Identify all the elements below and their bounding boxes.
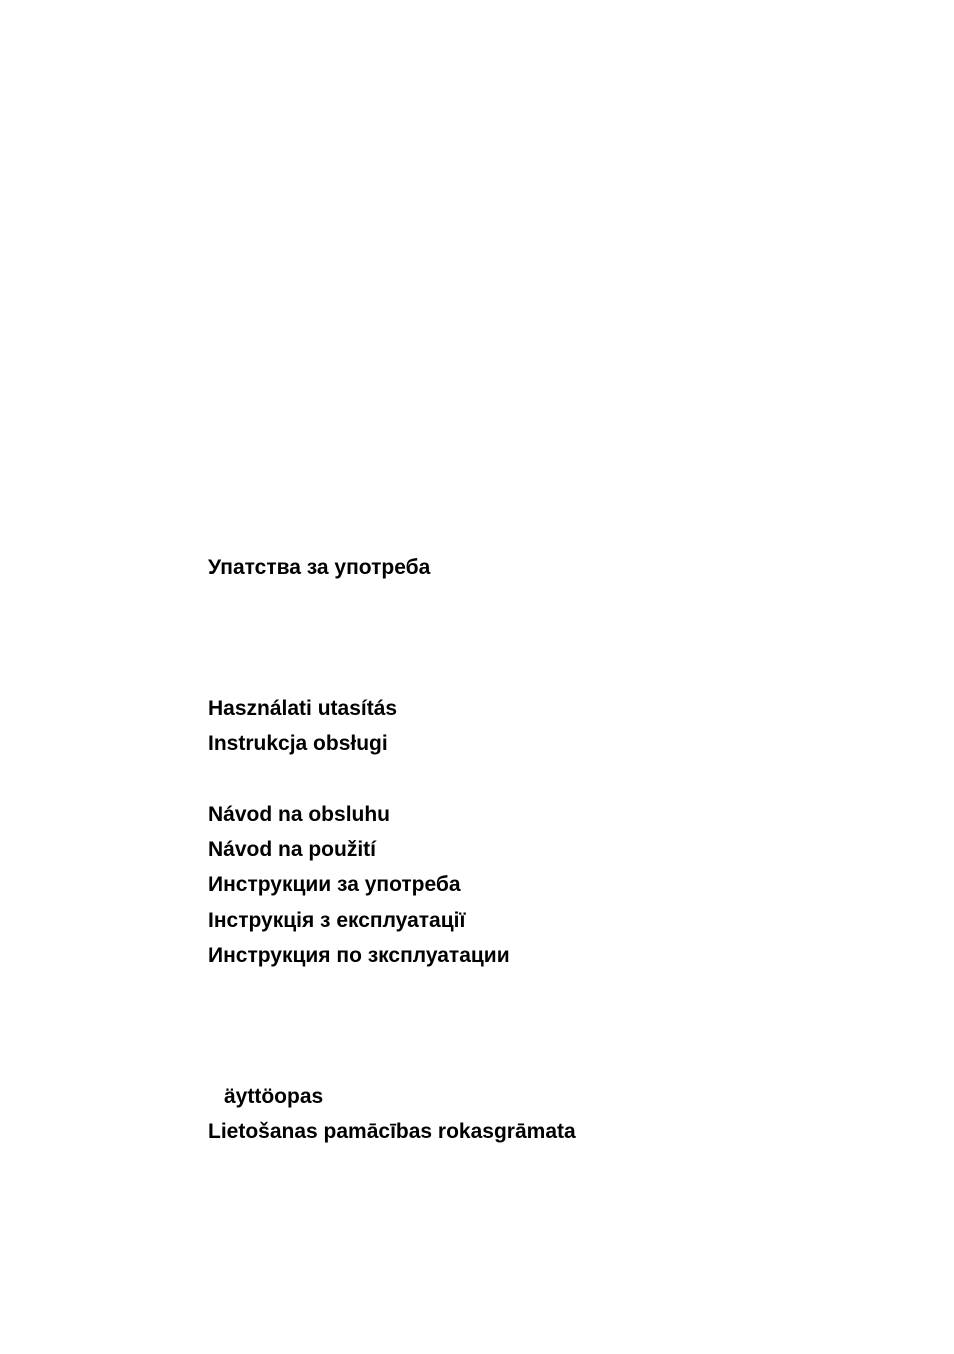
title-slovak: Návod na obsluhu xyxy=(208,803,391,826)
title-czech: Návod na použití xyxy=(208,838,376,861)
title-polish: Instrukcja obsługi xyxy=(208,732,388,755)
title-latvian: Lietošanas pamācības rokasgrāmata xyxy=(208,1120,576,1143)
title-hungarian: Használati utasítás xyxy=(208,697,398,720)
title-macedonian: Упатства за употреба xyxy=(208,556,431,579)
title-ukrainian: Інструкція з експлуатації xyxy=(208,909,466,932)
title-finnish: äyttöopas xyxy=(224,1085,324,1108)
title-russian: Инструкция по зксплуатации xyxy=(208,944,510,967)
title-bulgarian: Инструкции за употреба xyxy=(208,873,461,896)
